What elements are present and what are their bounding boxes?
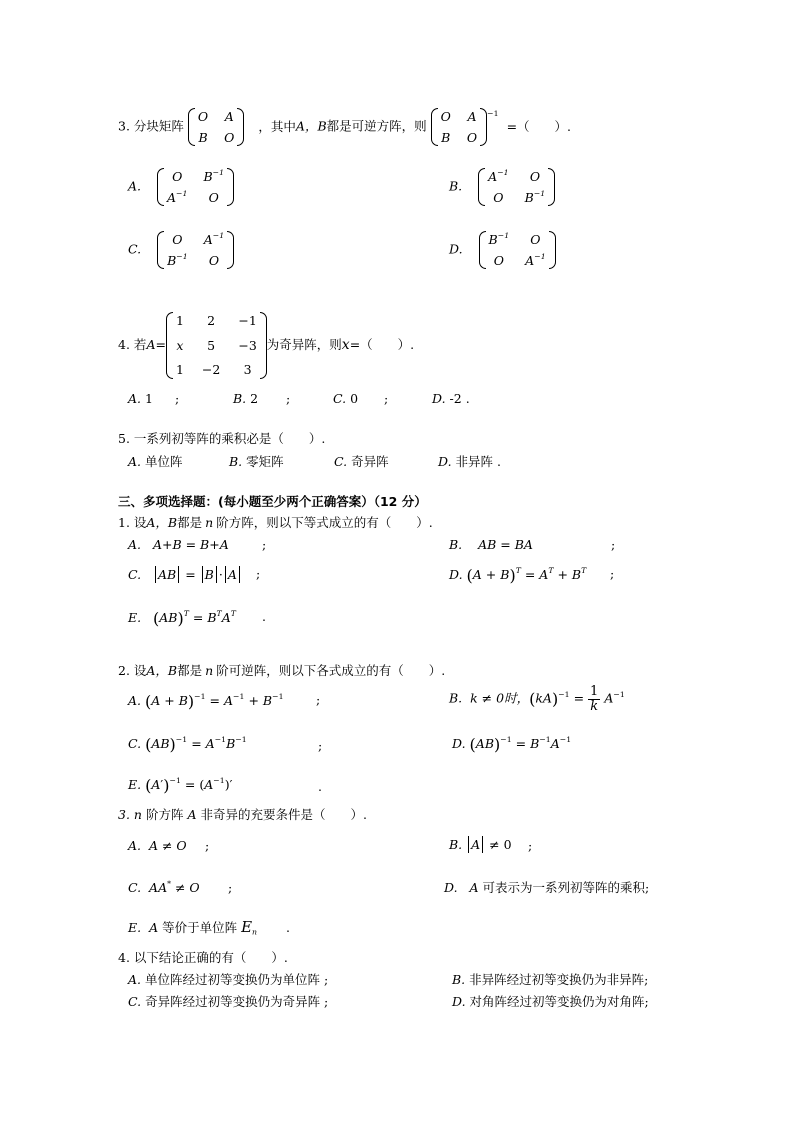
q4-option-b[interactable]: B. 2 xyxy=(233,391,259,406)
m2-b-condition: k ≠ 0时， xyxy=(470,690,530,706)
m3-sep-c: ; xyxy=(228,880,233,895)
section-3-heading: 三、多项选择题：(每小题至少两个正确答案）（12 分） xyxy=(118,494,427,509)
q4-matrix: 1 2 −1 x 5 −3 1 −2 3 xyxy=(166,312,267,379)
m1-option-b[interactable]: B. AB = BA xyxy=(449,537,533,552)
m3-sep-a: ; xyxy=(205,838,210,853)
q4-var-x: x xyxy=(341,336,350,353)
q3-text-b: ，其中 xyxy=(258,118,296,134)
q5-option-a[interactable]: A. 单位阵 xyxy=(128,454,183,469)
m2-option-d[interactable]: D. $(AB)^{-1} = B^{-1}A^{-1}$ xyxy=(452,735,572,754)
m2-option-e[interactable]: E. $(A')^{-1} = (A^{-1})'$ xyxy=(128,776,233,795)
m1-sep-c: ; xyxy=(256,566,261,581)
m3-option-d[interactable]: D. A 可表示为一系列初等阵的乘积; xyxy=(444,880,650,895)
m2-end: . xyxy=(318,779,322,794)
m1-sep-d: ; xyxy=(610,566,615,581)
m1-option-e[interactable]: E. $(AB)^T = B^TA^T$ xyxy=(128,609,236,628)
m2-option-a[interactable]: A. $(A + B)^{-1} = A^{-1} + B^{-1}$ xyxy=(128,692,284,711)
q3-option-c-label: C. xyxy=(128,241,142,257)
q3-text-a: 分块矩阵 xyxy=(133,118,184,134)
q4-text-b: 为奇异阵，则 xyxy=(266,336,342,352)
q3-block-matrix: O A B O xyxy=(188,108,245,146)
m3-option-b[interactable]: B. A ≠ 0 xyxy=(449,837,512,852)
q3-option-d[interactable]: D. $B^{-1}$ O O $A^{-1}$ xyxy=(449,231,556,269)
q3-option-b-label: B. xyxy=(449,178,463,194)
q3-option-a[interactable]: A. O $B^{-1}$ $A^{-1}$ O xyxy=(128,168,234,206)
m4-stem: 4. 以下结论正确的有（ ）. xyxy=(118,950,288,965)
q4-number: 4. xyxy=(118,336,130,352)
q5-option-d[interactable]: D. 非异阵 . xyxy=(438,454,501,469)
m1-stem: 1. 设A，B都是 n 阶方阵，则以下等式成立的有（ ）. xyxy=(118,515,433,530)
q3-option-c[interactable]: C. O $A^{-1}$ $B^{-1}$ O xyxy=(128,231,234,269)
m3-sep-b: ; xyxy=(528,838,533,853)
m2-sep-a: ; xyxy=(316,692,321,707)
q4-sep-a: ; xyxy=(175,391,180,406)
m3-option-c[interactable]: C. AA* ≠ O xyxy=(128,879,200,895)
q3-number: 3. xyxy=(118,118,130,134)
m3-end: . xyxy=(286,920,290,935)
m4-option-c[interactable]: C. 奇异阵经过初等变换仍为奇异阵 ; xyxy=(128,994,329,1009)
q3-option-d-label: D. xyxy=(449,241,463,257)
q3-text-d: =（ ）. xyxy=(506,118,572,134)
m1-sep-b: ; xyxy=(611,537,616,552)
m1-option-a[interactable]: A. A+B = B+A xyxy=(128,537,229,552)
m4-option-a[interactable]: A. 单位阵经过初等变换仍为单位阵 ; xyxy=(128,972,329,987)
q3-inverse-matrix: O A B O xyxy=(431,108,488,146)
m3-option-e[interactable]: E. A 等价于单位阵 $E_n$ xyxy=(128,918,258,937)
m1-option-c[interactable]: C. AB = B · A xyxy=(128,566,242,583)
m2-option-b[interactable]: B. k ≠ 0时，(kA)$^{-1}$ = $\frac{1}{k}$ $A^{-1}$ xyxy=(449,684,625,714)
m2-sep-c: ; xyxy=(318,738,323,753)
q4-option-c[interactable]: C. 0 xyxy=(333,391,359,406)
q3-text-c: 都是可逆方阵，则 xyxy=(326,118,427,134)
q4-text-d: =（ ）. xyxy=(349,336,415,352)
q3-vars: A，B xyxy=(295,118,327,134)
m1-end: . xyxy=(262,609,266,624)
q4-var-eq: A= xyxy=(146,336,166,352)
q5-option-b[interactable]: B. 零矩阵 xyxy=(229,454,284,469)
m2-option-c[interactable]: C. $(AB)^{-1} = A^{-1}B^{-1}$ xyxy=(128,735,247,754)
m1-sep-a: ; xyxy=(262,537,267,552)
m3-option-a[interactable]: A. A ≠ O xyxy=(128,838,187,853)
q3-option-b[interactable]: B. $A^{-1}$ O O $B^{-1}$ xyxy=(449,168,555,206)
q5-stem: 5. 一系列初等阵的乘积必是（ ）. xyxy=(118,431,326,446)
m3-stem: 3. n 阶方阵 A 非奇异的充要条件是（ ）. xyxy=(118,807,367,822)
m4-option-b[interactable]: B. 非异阵经过初等变换仍为非异阵; xyxy=(452,972,649,987)
q4-sep-c: ; xyxy=(384,391,389,406)
q4-option-a[interactable]: A. 1 xyxy=(128,391,153,406)
q5-option-c[interactable]: C. 奇异阵 xyxy=(334,454,389,469)
m2-stem: 2. 设A，B都是 n 阶可逆阵，则以下各式成立的有（ ）. xyxy=(118,663,446,678)
q4-option-d[interactable]: D. -2 . xyxy=(432,391,470,406)
m1-option-d[interactable]: D. $(A + B)^T = A^T + B^T$ xyxy=(449,566,587,585)
q3-option-a-label: A. xyxy=(128,178,142,194)
m4-option-d[interactable]: D. 对角阵经过初等变换仍为对角阵; xyxy=(452,994,649,1009)
q4-sep-b: ; xyxy=(286,391,291,406)
q4-stem xyxy=(118,312,414,379)
q4-text-a: 若 xyxy=(133,336,147,352)
q3-stem: 3. 分块矩阵 O A B O ，其中A，B都是可逆方阵，则 O A B O $^{-1}$ =（ ）. xyxy=(118,108,572,145)
